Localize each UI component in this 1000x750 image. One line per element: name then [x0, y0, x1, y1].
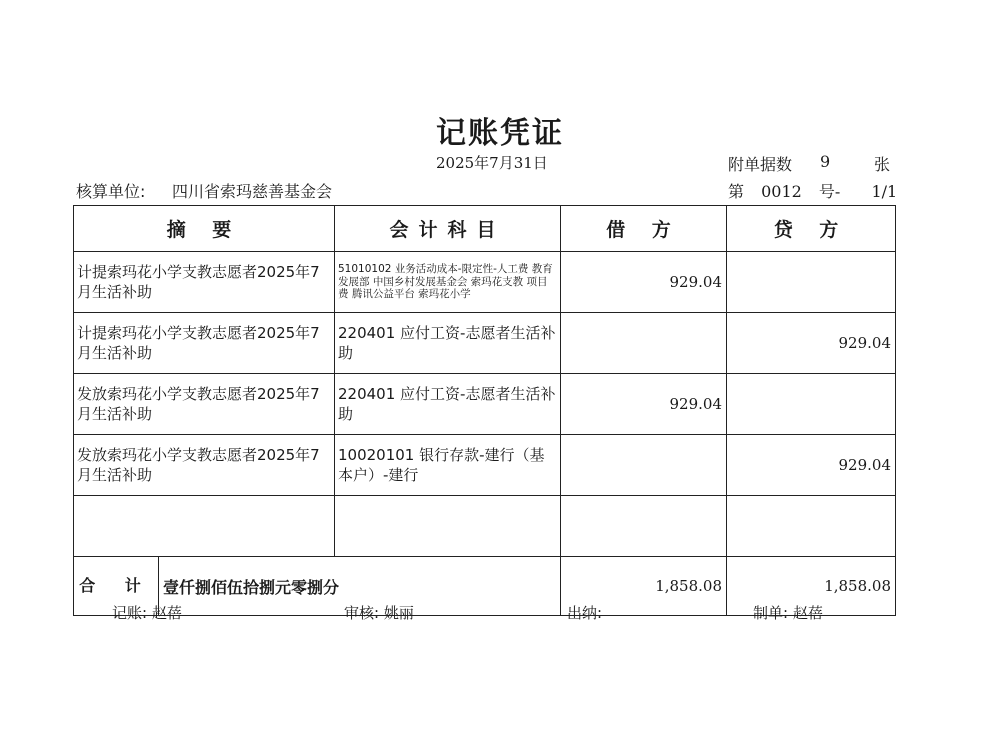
reviewer-signature: 审核: 姚丽: [344, 604, 414, 622]
header-debit: 借 方: [561, 206, 727, 252]
summary-cell: 发放索玛花小学支教志愿者2025年7月生活补助: [74, 374, 335, 435]
table-row: [74, 374, 896, 435]
table-row: [74, 435, 896, 496]
debit-cell: [561, 313, 727, 374]
table-row: [74, 252, 896, 313]
summary-cell: 计提索玛花小学支教志愿者2025年7月生活补助: [74, 252, 335, 313]
attachment-count-label: 附单据数: [728, 155, 793, 174]
total-debit: 1,858.08: [561, 557, 727, 616]
credit-cell: 929.04: [727, 313, 896, 374]
voucher-number-suffix: 号-: [818, 182, 841, 201]
attachment-count-unit: 张: [874, 155, 891, 174]
debit-cell: [561, 435, 727, 496]
table-row-empty: [74, 496, 896, 557]
voucher-number-value: 0012: [761, 182, 802, 201]
voucher-number-prefix: 第: [728, 182, 745, 201]
total-label: 合 计: [74, 557, 159, 615]
debit-cell: 929.04: [561, 252, 727, 313]
voucher-date: 2025年7月31日: [436, 154, 548, 172]
header-summary: 摘 要: [74, 206, 335, 252]
voucher-number: [728, 179, 897, 202]
header-account: 会计科目: [335, 206, 561, 252]
voucher-title: 记账凭证: [436, 116, 564, 151]
account-cell: 10020101 银行存款-建行（基本户）-建行: [335, 435, 561, 496]
debit-cell: [561, 496, 727, 557]
summary-cell: 发放索玛花小学支教志愿者2025年7月生活补助: [74, 435, 335, 496]
preparer-signature: 制单: 赵蓓: [753, 604, 823, 622]
attachment-count: 9: [820, 152, 831, 171]
organization-name: 四川省索玛慈善基金会: [172, 182, 333, 201]
account-cell: 51010102 业务活动成本-限定性-人工费 教育发展部 中国乡村发展基金会 索玛花支教 项目费 腾讯公益平台 索玛花小学: [335, 252, 561, 313]
summary-cell: 计提索玛花小学支教志愿者2025年7月生活补助: [74, 313, 335, 374]
account-cell: 220401 应付工资-志愿者生活补助: [335, 374, 561, 435]
voucher-table: [73, 205, 896, 616]
total-credit: 1,858.08: [727, 557, 896, 616]
credit-cell: [727, 252, 896, 313]
account-cell: [335, 496, 561, 557]
cashier-signature: 出纳:: [567, 604, 603, 622]
credit-cell: [727, 374, 896, 435]
organization-label: 核算单位:: [76, 182, 146, 201]
table-row: [74, 313, 896, 374]
debit-cell: 929.04: [561, 374, 727, 435]
voucher-page: 1/1: [871, 182, 898, 201]
summary-cell: [74, 496, 335, 557]
credit-cell: 929.04: [727, 435, 896, 496]
bookkeeper-signature: 记账: 赵蓓: [112, 604, 182, 622]
table-header-row: [74, 206, 896, 252]
credit-cell: [727, 496, 896, 557]
header-credit: 贷 方: [727, 206, 896, 252]
account-cell: 220401 应付工资-志愿者生活补助: [335, 313, 561, 374]
total-amount-in-words: 壹仟捌佰伍拾捌元零捌分: [163, 577, 340, 597]
